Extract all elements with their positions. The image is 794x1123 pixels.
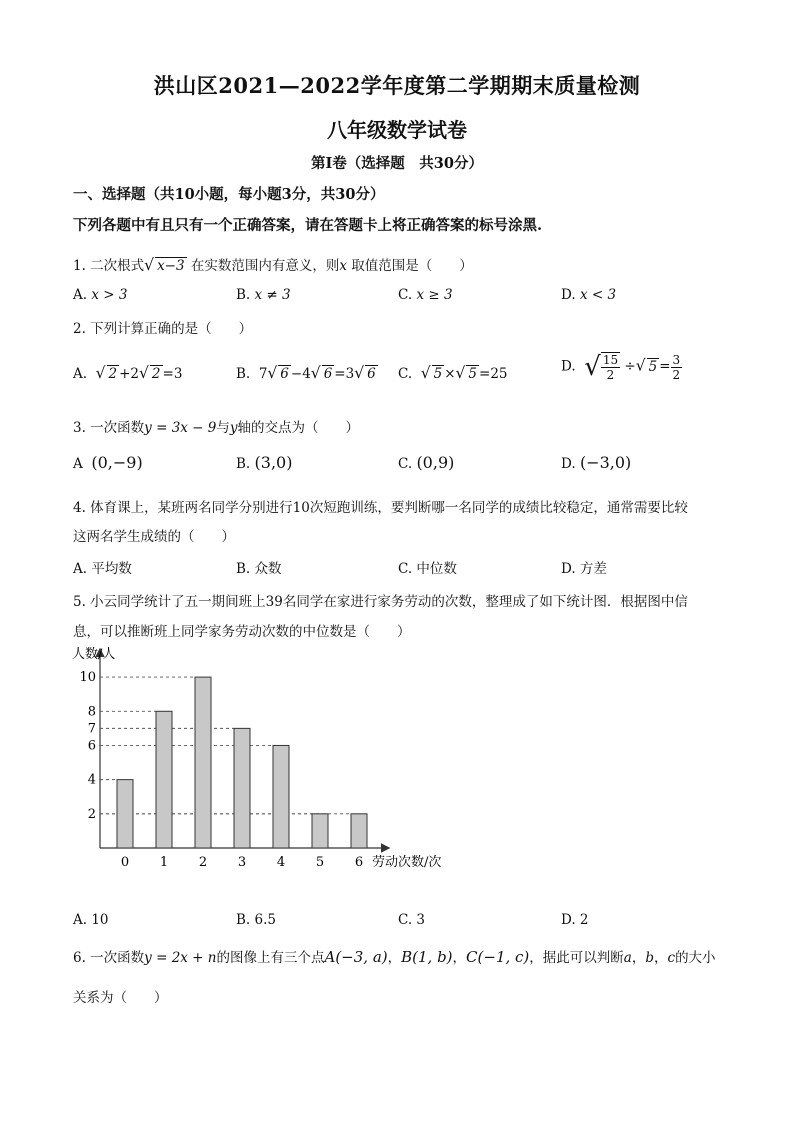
q2-option-c[interactable] (398, 364, 508, 382)
q1-option-b[interactable] (236, 287, 291, 303)
q3-option-a-math: (0,−9) (91, 453, 143, 472)
q2-option-a-label: A. (73, 366, 88, 382)
q3-option-b[interactable] (236, 453, 292, 472)
q2-b-radicand-3: 6 (367, 366, 376, 382)
q6-point-c: C(−1, c) (466, 948, 530, 966)
y-tick-label: 10 (79, 670, 96, 686)
q1-option-d-label: D. (561, 287, 576, 303)
q6-separator: ， (452, 950, 467, 966)
q3-option-d-label: D. (561, 456, 576, 472)
question-5-line-2: 息，可以推断班上同学家务劳动次数的中位数是（ ） (73, 624, 411, 640)
q6-separator: ， (654, 950, 668, 966)
q2-d-divide: ÷ (624, 358, 636, 375)
q2-a-term: +2 (119, 366, 140, 382)
q6-prefix: 6. 一次函数 (73, 950, 145, 966)
sqrt-symbol: √ (584, 352, 601, 382)
q3-variable: y (229, 420, 238, 436)
q3-option-c-math: (0,9) (416, 453, 455, 472)
q2-c-times: × (444, 366, 456, 382)
q6-point-b: B(1, b) (401, 948, 453, 966)
x-tick-label: 0 (120, 855, 130, 870)
q6-separator: ， (631, 950, 646, 966)
q2-a-radicand-1: 2 (108, 366, 118, 382)
q2-d-fraction (601, 352, 620, 382)
x-tick-label: 1 (159, 855, 169, 870)
q5-option-a[interactable]: A. 10 (73, 912, 109, 928)
q2-option-b-label: B. (236, 366, 251, 382)
exam-subtitle: 八年级数学试卷 (327, 118, 467, 142)
sqrt-symbol: √ (420, 364, 431, 382)
sqrt-symbol: √ (635, 356, 646, 375)
q1-option-d-math: x < 3 (579, 287, 617, 303)
q6-point-a: A(−3, a) (324, 948, 388, 966)
q2-d-numerator: 15 (602, 353, 619, 367)
q3-option-d-math: (−3,0) (579, 453, 632, 472)
exam-title: 洪山区2021—2022学年度第二学期期末质量检测 (153, 73, 641, 98)
bar-2 (195, 677, 211, 848)
q1-variable: x (339, 258, 347, 274)
q5-option-c[interactable]: C. 3 (398, 912, 426, 928)
question-4-line-2: 这两名学生成绩的（ ） (73, 529, 235, 545)
question-2: 2. 下列计算正确的是（ ） (73, 321, 253, 337)
q2-d-result-numerator: 3 (672, 352, 681, 367)
q2-option-d-label: D. (561, 358, 576, 375)
q4-option-b[interactable]: B. 众数 (236, 561, 282, 577)
bar-3 (234, 728, 250, 848)
q2-d-result-denominator: 2 (672, 367, 681, 382)
q6-separator: ， (387, 950, 402, 966)
bar-1 (156, 711, 172, 848)
q1-option-a-math: x > 3 (91, 287, 128, 303)
q2-b-radicand-2: 6 (323, 366, 333, 382)
q3-option-a[interactable] (73, 453, 143, 472)
q3-middle: 与 (216, 420, 230, 436)
q3-expression: y = 3x − 9 (144, 420, 217, 436)
section-instruction: 下列各题中有且只有一个正确答案，请在答题卡上将正确答案的标号涂黑. (73, 217, 543, 234)
q3-suffix: 轴的交点为（ ） (237, 420, 360, 436)
q6-var-a: a (623, 950, 632, 966)
q2-d-radicand: 5 (648, 358, 658, 375)
sqrt-symbol: √ (139, 364, 149, 382)
question-5-line-1: 5. 小云同学统计了五一期间班上39名同学在家进行家务劳动的次数，整理成了如下统计图．根据图中信 (73, 594, 688, 610)
q3-option-b-math: (3,0) (254, 453, 293, 472)
q2-a-result: =3 (162, 366, 183, 382)
question-6 (73, 946, 716, 966)
q1-prefix: 1. 二次根式 (73, 258, 145, 274)
question-3 (73, 416, 359, 436)
q2-option-a[interactable] (73, 364, 182, 382)
x-tick-label: 4 (276, 855, 286, 870)
q6-middle-2: ，据此可以判断 (529, 950, 624, 966)
q2-option-c-label: C. (398, 366, 413, 382)
sqrt-symbol: √ (144, 256, 155, 274)
q1-middle: 在实数范围内有意义，则 (190, 258, 340, 274)
q2-b-radicand-1: 6 (280, 366, 289, 382)
q2-option-b[interactable] (236, 364, 378, 382)
question-4-line-1: 4. 体育课上，某班两名同学分别进行10次短跑训练，要判断哪一名同学的成绩比较稳定，通常需要比较 (73, 500, 688, 516)
question-1 (73, 254, 473, 274)
q1-option-a-label: A. (73, 287, 88, 303)
sqrt-symbol: √ (310, 364, 321, 382)
q2-c-radicand-2: 5 (468, 366, 478, 382)
q2-c-result: =25 (479, 366, 508, 382)
q2-a-radicand-2: 2 (151, 366, 161, 382)
q1-option-b-label: B. (236, 287, 251, 303)
q6-var-b: b (645, 950, 654, 966)
bar-0 (117, 780, 133, 848)
q4-option-a[interactable]: A. 平均数 (73, 561, 132, 577)
q2-b-coef-1: 7 (258, 366, 268, 382)
x-tick-label: 3 (237, 855, 247, 870)
x-tick-label: 2 (198, 855, 208, 870)
section-heading: 一、选择题（共10小题，每小题3分，共30分） (73, 186, 385, 203)
q6-suffix: 的大小 (675, 950, 716, 966)
q1-suffix: 取值范围是（ ） (351, 258, 473, 274)
sqrt-symbol: √ (267, 364, 278, 382)
q1-option-c-math: x ≥ 3 (416, 287, 453, 303)
bar-chart (70, 642, 470, 882)
x-axis-label: 劳动次数/次 (372, 855, 442, 870)
part-heading: 第Ⅰ卷（选择题 共30分） (311, 155, 483, 172)
sqrt-symbol: √ (354, 364, 365, 382)
q1-option-c[interactable] (398, 287, 453, 303)
q2-b-coef-2: −4 (290, 366, 311, 382)
y-tick-label: 6 (87, 738, 96, 754)
q3-prefix: 3. 一次函数 (73, 420, 145, 436)
bar-4 (273, 745, 289, 848)
x-tick-label: 5 (315, 855, 325, 870)
q2-option-d[interactable] (561, 352, 682, 382)
y-tick-label: 2 (87, 806, 96, 822)
q3-option-c-label: C. (398, 456, 413, 472)
q3-option-a-label: A (73, 456, 83, 472)
q2-b-coef-3: =3 (334, 366, 355, 382)
q2-c-radicand-1: 5 (433, 366, 443, 382)
question-6-line-2: 关系为（ ） (73, 990, 168, 1006)
y-tick-label: 4 (87, 772, 96, 788)
y-axis-label: 人数/人 (72, 647, 116, 662)
q2-d-equals: = (659, 358, 671, 375)
sqrt-symbol: √ (95, 364, 106, 382)
q3-option-d[interactable] (561, 453, 631, 472)
q2-d-result-fraction (671, 353, 683, 382)
q1-option-b-math: x ≠ 3 (254, 287, 291, 303)
bar-6 (351, 814, 367, 848)
x-tick-label: 6 (354, 855, 364, 870)
q5-option-d[interactable]: D. 2 (561, 912, 589, 928)
q3-option-b-label: B. (236, 456, 251, 472)
q3-option-c[interactable] (398, 453, 454, 472)
q6-var-c: c (667, 950, 676, 966)
q1-radicand: x−3 (157, 258, 185, 274)
q1-option-a[interactable] (73, 287, 127, 303)
q5-option-b[interactable]: B. 6.5 (236, 912, 276, 928)
q1-option-c-label: C. (398, 287, 413, 303)
y-tick-label: 7 (87, 721, 96, 737)
q4-option-d[interactable]: D. 方差 (561, 561, 607, 577)
y-tick-label: 8 (87, 704, 96, 720)
q2-d-denominator: 2 (606, 368, 615, 382)
q4-option-c[interactable]: C. 中位数 (398, 561, 457, 577)
q6-middle: 的图像上有三个点 (216, 950, 325, 966)
q1-option-d[interactable] (561, 287, 616, 303)
bar-5 (312, 814, 328, 848)
sqrt-symbol: √ (455, 364, 466, 382)
q6-expression: y = 2x + n (144, 950, 217, 966)
